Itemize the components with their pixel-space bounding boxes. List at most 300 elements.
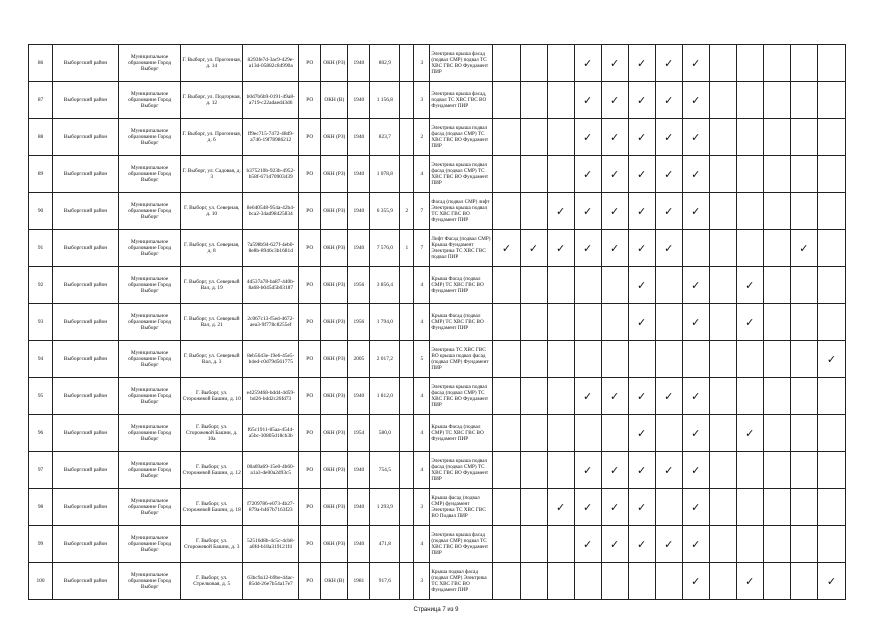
fund-code: РО bbox=[299, 526, 321, 563]
empty-work-cell bbox=[655, 341, 682, 378]
check-mark-icon: ✓ bbox=[736, 304, 763, 341]
check-mark-icon: ✓ bbox=[682, 378, 709, 415]
building-guid: f65c1911-85aa-4544-a5bc-30805d18cb3b bbox=[243, 415, 299, 452]
empty-work-cell bbox=[736, 526, 763, 563]
check-mark-icon: ✓ bbox=[682, 156, 709, 193]
table-row bbox=[29, 341, 846, 378]
building-address: Г. Выборг, ул. Садовая, д. 3 bbox=[181, 156, 243, 193]
entrances-count bbox=[400, 267, 414, 304]
empty-work-cell bbox=[493, 341, 520, 378]
check-mark-icon: ✓ bbox=[601, 45, 628, 82]
entrances-count bbox=[400, 452, 414, 489]
empty-work-cell bbox=[574, 415, 601, 452]
district-name: Выборгский район bbox=[53, 193, 119, 230]
construction-year: 1940 bbox=[348, 378, 370, 415]
empty-work-cell bbox=[628, 563, 655, 600]
heritage-status: ОКН (В) bbox=[321, 82, 348, 119]
row-number: 96 bbox=[29, 415, 53, 452]
empty-work-cell bbox=[547, 415, 574, 452]
fund-code: РО bbox=[299, 304, 321, 341]
building-guid: b375210b-923b-4952-b58f-671d70903439 bbox=[243, 156, 299, 193]
empty-work-cell bbox=[817, 452, 845, 489]
empty-work-cell bbox=[493, 415, 520, 452]
empty-work-cell bbox=[574, 304, 601, 341]
row-number: 94 bbox=[29, 341, 53, 378]
building-guid: 63bc9a12-b9be-44ac-85dd-26e7b54a17e7 bbox=[243, 563, 299, 600]
entrances-count bbox=[400, 156, 414, 193]
empty-work-cell bbox=[763, 452, 790, 489]
entrances-count bbox=[400, 304, 414, 341]
building-area: 2 017,2 bbox=[370, 341, 400, 378]
empty-work-cell bbox=[736, 82, 763, 119]
entrances-count: 2 bbox=[400, 193, 414, 230]
heritage-status: ОКН (РЗ) bbox=[321, 230, 348, 267]
empty-work-cell bbox=[709, 230, 736, 267]
municipality-name: Муниципальное образование Город Выборг bbox=[119, 156, 181, 193]
empty-work-cell bbox=[655, 489, 682, 526]
check-mark-icon: ✓ bbox=[682, 415, 709, 452]
empty-work-cell bbox=[709, 378, 736, 415]
building-address: Г. Выборг, ул. Сторожевой Башни, д. 12 bbox=[181, 452, 243, 489]
building-address: Г. Выборг, ул. Прогонная, д. 6 bbox=[181, 119, 243, 156]
entrances-count bbox=[400, 563, 414, 600]
building-address: Г. Выборг, ул. Прогонная, д. 14 bbox=[181, 45, 243, 82]
works-list: Электрика крыша фасад (подвал СМР) подвал ТС ХВС ГВС ВО Фундамент ПИР bbox=[430, 526, 493, 563]
empty-work-cell bbox=[790, 156, 817, 193]
works-list: Электрика крыша подвал фасад (подвал СМР) ТС ХВС ГВС ВО Фундамент ПИР bbox=[430, 119, 493, 156]
check-mark-icon: ✓ bbox=[628, 267, 655, 304]
check-mark-icon: ✓ bbox=[574, 489, 601, 526]
building-address: Г. Выборг, ул. Сторожевой Башни, д. 18 bbox=[181, 489, 243, 526]
district-name: Выборгский район bbox=[53, 156, 119, 193]
empty-work-cell bbox=[790, 193, 817, 230]
table-row bbox=[29, 119, 846, 156]
row-number: 90 bbox=[29, 193, 53, 230]
empty-work-cell bbox=[790, 378, 817, 415]
construction-year: 1940 bbox=[348, 452, 370, 489]
district-name: Выборгский район bbox=[53, 489, 119, 526]
heritage-status: ОКН (РЗ) bbox=[321, 156, 348, 193]
empty-work-cell bbox=[817, 489, 845, 526]
building-address: Г. Выборг, ул. Подгорная, д. 12 bbox=[181, 82, 243, 119]
construction-year: 1940 bbox=[348, 489, 370, 526]
works-list: Крыша подвал фасад (подвал СМР) Электрика ТС ХВС ГВС ВО Фундамент ПИР bbox=[430, 563, 493, 600]
check-mark-icon: ✓ bbox=[655, 156, 682, 193]
fund-code: РО bbox=[299, 267, 321, 304]
check-mark-icon: ✓ bbox=[655, 230, 682, 267]
table-row bbox=[29, 563, 846, 600]
check-mark-icon: ✓ bbox=[574, 82, 601, 119]
empty-work-cell bbox=[790, 415, 817, 452]
construction-year: 1981 bbox=[348, 563, 370, 600]
row-number: 89 bbox=[29, 156, 53, 193]
construction-year: 2005 bbox=[348, 341, 370, 378]
heritage-status: ОКН (РЗ) bbox=[321, 119, 348, 156]
check-mark-icon: ✓ bbox=[736, 267, 763, 304]
floors-count: 4 bbox=[414, 304, 430, 341]
works-list: Крыша фасад (подвал СМР) фундамент Электрика ТС ХВС ГВС ВО Подвал ПИР bbox=[430, 489, 493, 526]
fund-code: РО bbox=[299, 452, 321, 489]
empty-work-cell bbox=[547, 156, 574, 193]
building-guid: 8293fe7d-3ac9-429e-a13d-05882c84990a bbox=[243, 45, 299, 82]
empty-work-cell bbox=[817, 119, 845, 156]
table-row bbox=[29, 267, 846, 304]
building-address: Г. Выборг, ул. Стрелковая, д. 5 bbox=[181, 563, 243, 600]
floors-count: 5 bbox=[414, 341, 430, 378]
check-mark-icon: ✓ bbox=[574, 119, 601, 156]
building-area: 1 812,0 bbox=[370, 378, 400, 415]
empty-work-cell bbox=[817, 230, 845, 267]
empty-work-cell bbox=[736, 45, 763, 82]
empty-work-cell bbox=[547, 82, 574, 119]
empty-work-cell bbox=[709, 341, 736, 378]
building-guid: b0d7b6b9-0191-49a8-a719-c22adaed43d6 bbox=[243, 82, 299, 119]
check-mark-icon: ✓ bbox=[601, 119, 628, 156]
check-mark-icon: ✓ bbox=[601, 82, 628, 119]
empty-work-cell bbox=[709, 304, 736, 341]
floors-count: 3 bbox=[414, 563, 430, 600]
works-list: Электрика крыша подвал фасад (подвал СМР) ТС ХВС ГВС ВО Фундамент ПИР bbox=[430, 378, 493, 415]
floors-count: 4 bbox=[414, 526, 430, 563]
empty-work-cell bbox=[817, 415, 845, 452]
check-mark-icon: ✓ bbox=[601, 193, 628, 230]
empty-work-cell bbox=[682, 230, 709, 267]
check-mark-icon: ✓ bbox=[682, 82, 709, 119]
check-mark-icon: ✓ bbox=[682, 563, 709, 600]
empty-work-cell bbox=[520, 156, 547, 193]
check-mark-icon: ✓ bbox=[682, 489, 709, 526]
empty-work-cell bbox=[736, 489, 763, 526]
building-guid: 7a598b94-627f-4eb0-8e8b-8946c3b1681d bbox=[243, 230, 299, 267]
row-number: 87 bbox=[29, 82, 53, 119]
municipality-name: Муниципальное образование Город Выборг bbox=[119, 489, 181, 526]
heritage-status: ОКН (РЗ) bbox=[321, 45, 348, 82]
empty-work-cell bbox=[817, 526, 845, 563]
works-list: Электрика крыша фасад (подвал СМР) подвал ТС ХВС ГВС ВО Фундамент ПИР bbox=[430, 45, 493, 82]
building-address: Г. Выборг, ул. Сторожевой Башни, д. 10а bbox=[181, 415, 243, 452]
floors-count: 7 bbox=[414, 230, 430, 267]
check-mark-icon: ✓ bbox=[547, 193, 574, 230]
building-guid: 8e640548-954a-42b4-bca2-34ad98425834 bbox=[243, 193, 299, 230]
building-area: 917,6 bbox=[370, 563, 400, 600]
empty-work-cell bbox=[736, 378, 763, 415]
check-mark-icon: ✓ bbox=[682, 45, 709, 82]
table-row bbox=[29, 489, 846, 526]
empty-work-cell bbox=[790, 119, 817, 156]
empty-work-cell bbox=[493, 267, 520, 304]
works-list: Крыша Фасад (подвал СМР) ТС ХВС ГВС ВО Фундамент ПИР bbox=[430, 267, 493, 304]
empty-work-cell bbox=[736, 452, 763, 489]
empty-work-cell bbox=[493, 304, 520, 341]
empty-work-cell bbox=[601, 341, 628, 378]
floors-count: 7 bbox=[414, 193, 430, 230]
works-list: Фасад (подвал СМР) лифт Электрика крыша подвал ТС ХВС ГВС ВО Фундамент ПИР bbox=[430, 193, 493, 230]
heritage-status: ОКН (В) bbox=[321, 563, 348, 600]
check-mark-icon: ✓ bbox=[628, 378, 655, 415]
empty-work-cell bbox=[493, 378, 520, 415]
heritage-status: ОКН (РЗ) bbox=[321, 452, 348, 489]
empty-work-cell bbox=[763, 230, 790, 267]
heritage-status: ОКН (РЗ) bbox=[321, 341, 348, 378]
works-list: Крыша Фасад (подвал СМР) ТС ХВС ГВС ВО Фундамент ПИР bbox=[430, 304, 493, 341]
row-number: 92 bbox=[29, 267, 53, 304]
empty-work-cell bbox=[790, 45, 817, 82]
empty-work-cell bbox=[493, 526, 520, 563]
empty-work-cell bbox=[520, 341, 547, 378]
empty-work-cell bbox=[655, 304, 682, 341]
empty-work-cell bbox=[655, 563, 682, 600]
table-row bbox=[29, 378, 846, 415]
fund-code: РО bbox=[299, 45, 321, 82]
check-mark-icon: ✓ bbox=[601, 378, 628, 415]
empty-work-cell bbox=[763, 563, 790, 600]
empty-work-cell bbox=[763, 267, 790, 304]
fund-code: РО bbox=[299, 489, 321, 526]
empty-work-cell bbox=[763, 156, 790, 193]
check-mark-icon: ✓ bbox=[682, 119, 709, 156]
empty-work-cell bbox=[709, 267, 736, 304]
fund-code: РО bbox=[299, 563, 321, 600]
check-mark-icon: ✓ bbox=[682, 193, 709, 230]
entrances-count bbox=[400, 526, 414, 563]
floors-count: 4 bbox=[414, 452, 430, 489]
floors-count: 4 bbox=[414, 415, 430, 452]
municipality-name: Муниципальное образование Город Выборг bbox=[119, 230, 181, 267]
row-number: 98 bbox=[29, 489, 53, 526]
heritage-status: ОКН (РЗ) bbox=[321, 267, 348, 304]
empty-work-cell bbox=[547, 378, 574, 415]
empty-work-cell bbox=[709, 45, 736, 82]
check-mark-icon: ✓ bbox=[601, 526, 628, 563]
empty-work-cell bbox=[655, 415, 682, 452]
register-page bbox=[28, 44, 846, 600]
construction-year: 1956 bbox=[348, 267, 370, 304]
empty-work-cell bbox=[493, 156, 520, 193]
building-area: 1 078,8 bbox=[370, 156, 400, 193]
check-mark-icon: ✓ bbox=[628, 526, 655, 563]
check-mark-icon: ✓ bbox=[655, 193, 682, 230]
district-name: Выборгский район bbox=[53, 526, 119, 563]
check-mark-icon: ✓ bbox=[628, 415, 655, 452]
construction-year: 1956 bbox=[348, 304, 370, 341]
empty-work-cell bbox=[763, 489, 790, 526]
building-address: Г. Выборг, ул. Северный Вал, д. 21 bbox=[181, 304, 243, 341]
empty-work-cell bbox=[628, 341, 655, 378]
municipality-name: Муниципальное образование Город Выборг bbox=[119, 563, 181, 600]
heritage-status: ОКН (РЗ) bbox=[321, 489, 348, 526]
empty-work-cell bbox=[574, 563, 601, 600]
empty-work-cell bbox=[790, 341, 817, 378]
heritage-status: ОКН (РЗ) bbox=[321, 304, 348, 341]
row-number: 91 bbox=[29, 230, 53, 267]
check-mark-icon: ✓ bbox=[547, 489, 574, 526]
table-row bbox=[29, 452, 846, 489]
municipality-name: Муниципальное образование Город Выборг bbox=[119, 119, 181, 156]
entrances-count: 1 bbox=[400, 230, 414, 267]
empty-work-cell bbox=[493, 563, 520, 600]
entrances-count bbox=[400, 45, 414, 82]
heritage-status: ОКН (РЗ) bbox=[321, 193, 348, 230]
empty-work-cell bbox=[574, 341, 601, 378]
check-mark-icon: ✓ bbox=[628, 156, 655, 193]
check-mark-icon: ✓ bbox=[817, 563, 845, 600]
fund-code: РО bbox=[299, 156, 321, 193]
empty-work-cell bbox=[493, 119, 520, 156]
entrances-count bbox=[400, 341, 414, 378]
district-name: Выборгский район bbox=[53, 304, 119, 341]
empty-work-cell bbox=[790, 304, 817, 341]
construction-year: 1940 bbox=[348, 230, 370, 267]
empty-work-cell bbox=[709, 489, 736, 526]
district-name: Выборгский район bbox=[53, 82, 119, 119]
municipality-name: Муниципальное образование Город Выборг bbox=[119, 45, 181, 82]
empty-work-cell bbox=[790, 489, 817, 526]
row-number: 86 bbox=[29, 45, 53, 82]
floors-count: 4 bbox=[414, 378, 430, 415]
empty-work-cell bbox=[763, 45, 790, 82]
district-name: Выборгский район bbox=[53, 452, 119, 489]
check-mark-icon: ✓ bbox=[628, 489, 655, 526]
check-mark-icon: ✓ bbox=[682, 526, 709, 563]
table-row bbox=[29, 304, 846, 341]
check-mark-icon: ✓ bbox=[601, 452, 628, 489]
check-mark-icon: ✓ bbox=[520, 230, 547, 267]
building-area: 1 794,0 bbox=[370, 304, 400, 341]
empty-work-cell bbox=[547, 452, 574, 489]
fund-code: РО bbox=[299, 82, 321, 119]
entrances-count bbox=[400, 378, 414, 415]
buildings-table bbox=[28, 44, 846, 600]
entrances-count bbox=[400, 415, 414, 452]
empty-work-cell bbox=[682, 341, 709, 378]
check-mark-icon: ✓ bbox=[628, 452, 655, 489]
empty-work-cell bbox=[763, 341, 790, 378]
empty-work-cell bbox=[547, 341, 574, 378]
building-guid: 52516d8b-4c5c-4cb8-a0fd-b18a319121f4 bbox=[243, 526, 299, 563]
check-mark-icon: ✓ bbox=[547, 230, 574, 267]
fund-code: РО bbox=[299, 193, 321, 230]
empty-work-cell bbox=[736, 193, 763, 230]
empty-work-cell bbox=[520, 378, 547, 415]
empty-work-cell bbox=[520, 304, 547, 341]
fund-code: РО bbox=[299, 415, 321, 452]
empty-work-cell bbox=[520, 415, 547, 452]
municipality-name: Муниципальное образование Город Выборг bbox=[119, 193, 181, 230]
construction-year: 1940 bbox=[348, 193, 370, 230]
building-guid: ff9ec715-7472-48d9-a746-19f78986212 bbox=[243, 119, 299, 156]
empty-work-cell bbox=[709, 415, 736, 452]
district-name: Выборгский район bbox=[53, 119, 119, 156]
empty-work-cell bbox=[709, 526, 736, 563]
municipality-name: Муниципальное образование Город Выборг bbox=[119, 304, 181, 341]
check-mark-icon: ✓ bbox=[574, 378, 601, 415]
building-area: 823,7 bbox=[370, 119, 400, 156]
check-mark-icon: ✓ bbox=[655, 82, 682, 119]
check-mark-icon: ✓ bbox=[628, 230, 655, 267]
fund-code: РО bbox=[299, 230, 321, 267]
empty-work-cell bbox=[817, 267, 845, 304]
table-row bbox=[29, 526, 846, 563]
empty-work-cell bbox=[520, 119, 547, 156]
check-mark-icon: ✓ bbox=[574, 230, 601, 267]
empty-work-cell bbox=[817, 156, 845, 193]
empty-work-cell bbox=[709, 119, 736, 156]
works-list: Электрика ТС ХВС ГВС ВО крыша подвал фасад (подвал СМР) Фундамент ПИР bbox=[430, 341, 493, 378]
empty-work-cell bbox=[601, 563, 628, 600]
building-guid: f7209786-e073-4b27-879a-b467b7163f23 bbox=[243, 489, 299, 526]
row-number: 99 bbox=[29, 526, 53, 563]
municipality-name: Муниципальное образование Город Выборг bbox=[119, 526, 181, 563]
fund-code: РО bbox=[299, 119, 321, 156]
empty-work-cell bbox=[547, 526, 574, 563]
page-footer: Страница 7 из 9 bbox=[413, 607, 459, 613]
municipality-name: Муниципальное образование Город Выборг bbox=[119, 341, 181, 378]
building-area: 1 293,9 bbox=[370, 489, 400, 526]
check-mark-icon: ✓ bbox=[736, 415, 763, 452]
empty-work-cell bbox=[709, 563, 736, 600]
empty-work-cell bbox=[520, 452, 547, 489]
empty-work-cell bbox=[520, 563, 547, 600]
building-address: Г. Выборг, ул. Северный Вал, д. 3 bbox=[181, 341, 243, 378]
empty-work-cell bbox=[547, 304, 574, 341]
construction-year: 1940 bbox=[348, 82, 370, 119]
municipality-name: Муниципальное образование Город Выборг bbox=[119, 415, 181, 452]
building-area: 471,8 bbox=[370, 526, 400, 563]
empty-work-cell bbox=[655, 267, 682, 304]
empty-work-cell bbox=[520, 82, 547, 119]
empty-work-cell bbox=[547, 563, 574, 600]
empty-work-cell bbox=[493, 82, 520, 119]
works-list: Электрика крыша подвал фасад (подвал СМР) ТС ХВС ГВС ВО Фундамент ПИР bbox=[430, 156, 493, 193]
check-mark-icon: ✓ bbox=[601, 230, 628, 267]
check-mark-icon: ✓ bbox=[736, 563, 763, 600]
empty-work-cell bbox=[763, 82, 790, 119]
empty-work-cell bbox=[790, 82, 817, 119]
empty-work-cell bbox=[763, 526, 790, 563]
empty-work-cell bbox=[547, 119, 574, 156]
check-mark-icon: ✓ bbox=[574, 156, 601, 193]
construction-year: 1940 bbox=[348, 119, 370, 156]
check-mark-icon: ✓ bbox=[628, 119, 655, 156]
district-name: Выборгский район bbox=[53, 415, 119, 452]
empty-work-cell bbox=[817, 193, 845, 230]
empty-work-cell bbox=[493, 489, 520, 526]
building-guid: e4259468-bdd4-4d59-bd26-bdd2c26fd73 bbox=[243, 378, 299, 415]
district-name: Выборгский район bbox=[53, 378, 119, 415]
district-name: Выборгский район bbox=[53, 267, 119, 304]
check-mark-icon: ✓ bbox=[655, 526, 682, 563]
table-row bbox=[29, 230, 846, 267]
empty-work-cell bbox=[763, 415, 790, 452]
entrances-count bbox=[400, 82, 414, 119]
check-mark-icon: ✓ bbox=[574, 193, 601, 230]
empty-work-cell bbox=[520, 267, 547, 304]
empty-work-cell bbox=[547, 267, 574, 304]
floors-count: 3 bbox=[414, 82, 430, 119]
empty-work-cell bbox=[763, 378, 790, 415]
check-mark-icon: ✓ bbox=[574, 452, 601, 489]
empty-work-cell bbox=[817, 378, 845, 415]
empty-work-cell bbox=[763, 193, 790, 230]
empty-work-cell bbox=[790, 452, 817, 489]
building-guid: 4d537a78-ba87-440b-8a68-b045d5b03187 bbox=[243, 267, 299, 304]
empty-work-cell bbox=[736, 230, 763, 267]
empty-work-cell bbox=[601, 304, 628, 341]
works-list: Электрика крыша подвал фасад (подвал СМР) ТС ХВС ГВС ВО Фундамент ПИР bbox=[430, 452, 493, 489]
row-number: 97 bbox=[29, 452, 53, 489]
building-area: 802,9 bbox=[370, 45, 400, 82]
building-address: Г. Выборг, ул. Сторожевой Башни, д. 3 bbox=[181, 526, 243, 563]
